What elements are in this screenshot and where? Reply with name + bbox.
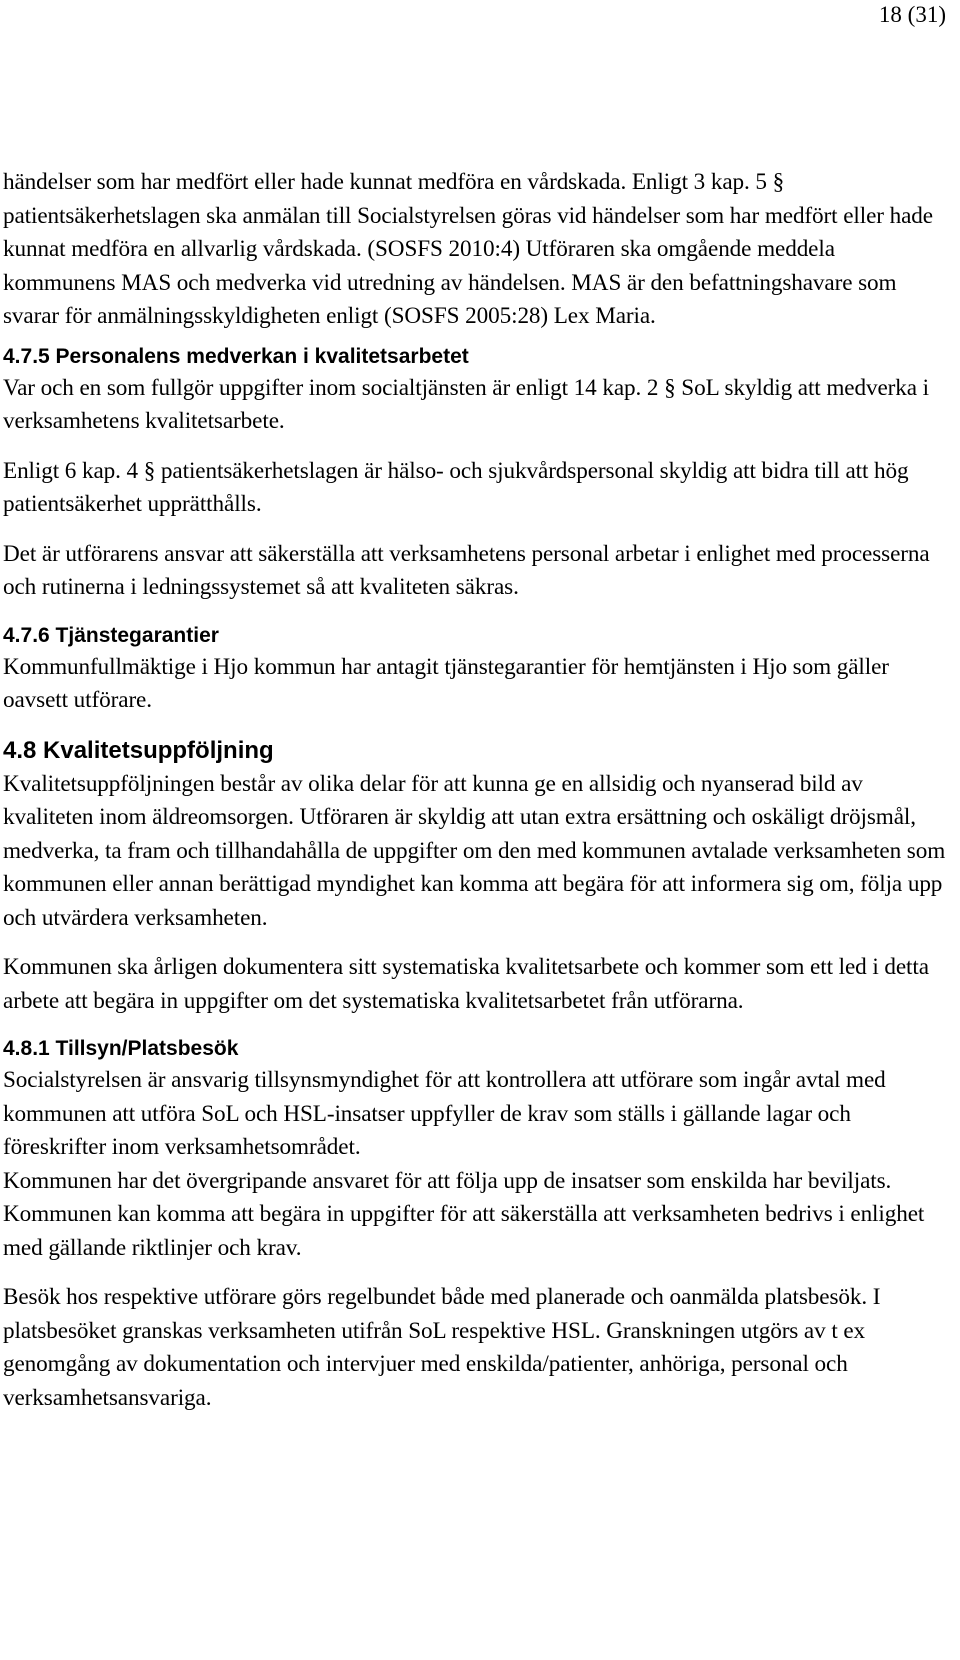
paragraph: Kommunen ska årligen dokumentera sitt systematiska kvalitetsarbete och kommer som ett led i detta arbete att begära in uppgifter om det systematiska kvalitetsarbetet från utförarna. xyxy=(3,954,929,1014)
paragraph: Besök hos respektive utförare görs regelbundet både med planerade och oanmälda platsbesök. I platsbesöket granskas verksamheten utifrån SoL respektive HSL. Granskningen utgörs av t ex genomgång av dokumentation och intervjuer med enskilda/patienter, anhöriga, personal och verksamhetsansvariga. xyxy=(3,1284,881,1411)
paragraph: Kommunen har det övergripande ansvaret för att följa upp de insatser som enskilda har beviljats. Kommunen kan komma att begära in uppgifter för att säkerställa att verksamheten bedrivs i enlighet med gällande riktlinjer och krav. xyxy=(3,1167,925,1261)
section-heading-4-8-1: 4.8.1 Tillsyn/Platsbesök xyxy=(3,1037,239,1060)
page-number: 18 (31) xyxy=(878,2,946,27)
paragraph: Det är utförarens ansvar att säkerställa att verksamhetens personal arbetar i enlighet med processerna och rutinerna i ledningssystemet så att kvaliteten säkras. xyxy=(3,540,930,600)
section-heading-4-7-5: 4.7.5 Personalens medverkan i kvalitetsarbetet xyxy=(3,344,469,368)
document-body xyxy=(3,166,953,1415)
section-heading-4-7-6: 4.7.6 Tjänstegarantier xyxy=(3,623,219,647)
paragraph: Enligt 6 kap. 4 § patientsäkerhetslagen är hälso- och sjukvårdspersonal skyldig att bidra till att hög patientsäkerhet upprätthålls. xyxy=(3,457,909,517)
paragraph: händelser som har medfört eller hade kunnat medföra en vårdskada. Enligt 3 kap. 5 § patientsäkerhetslagen ska anmälan till Socialstyrelsen göras vid händelser som har medfört eller hade kunnat medföra en allvarlig vårdskada. (SOSFS 2010:4) Utföraren ska omgående meddela kommunens MAS och medverka vid utredning av händelsen. MAS är den befattningshavare som svarar för anmälningsskyldigheten enligt (SOSFS 2005:28) Lex Maria. xyxy=(3,169,933,329)
section-heading-4-8: 4.8 Kvalitetsuppföljning xyxy=(3,736,274,764)
paragraph: Var och en som fullgör uppgifter inom socialtjänsten är enligt 14 kap. 2 § SoL skyldig att medverka i verksamhetens kvalitetsarbete. xyxy=(3,374,930,434)
paragraph: Socialstyrelsen är ansvarig tillsynsmyndighet för att kontrollera att utförare som ingår avtal med kommunen att utföra SoL och HSL-insatser uppfyller de krav som ställs i gällande lagar och föreskrifter inom verksamhetsområdet. xyxy=(3,1067,886,1160)
paragraph: Kvalitetsuppföljningen består av olika delar för att kunna ge en allsidig och nyanserad bild av kvaliteten inom äldreomsorgen. Utföraren är skyldig att utan extra ersättning och oskäligt dröjsmål, medverka, ta fram och tillhandahålla de uppgifter om den med kommunen avtalade verksamheten som kommunen eller annan berättigad myndighet kan komma att begära för att informera sig om, följa upp och utvärdera verksamheten. xyxy=(3,770,946,931)
paragraph: Kommunfullmäktige i Hjo kommun har antagit tjänstegarantier för hemtjänsten i Hjo som gäller oavsett utförare. xyxy=(3,653,889,713)
